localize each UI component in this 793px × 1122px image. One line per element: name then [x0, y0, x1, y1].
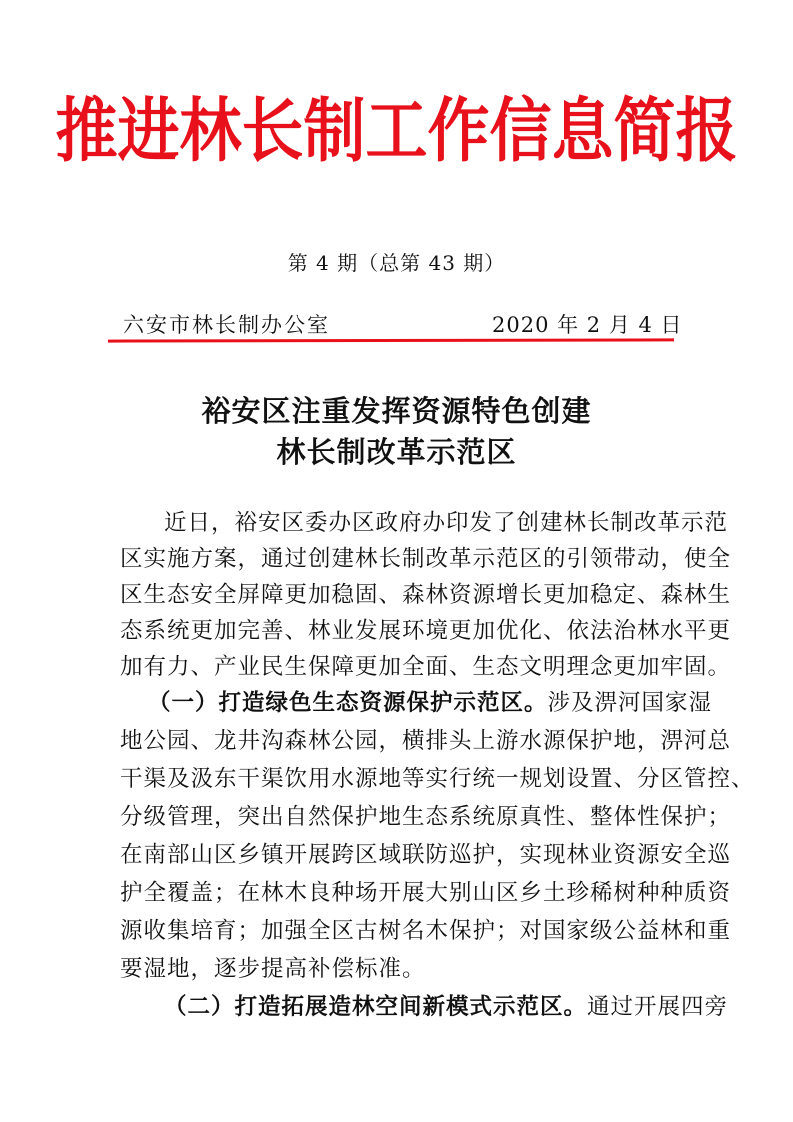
- paragraph-1-line: 区生态安全屏障更加稳固、森林资源增长更加稳定、森林生: [120, 582, 732, 608]
- paragraph-2-first-line: [148, 692, 712, 715]
- paragraph-1-line: 加有力、产业民生保障更加全面、生态文明理念更加牢固。: [120, 654, 732, 680]
- paragraph-2-line: 干渠及汲东干渠饮用水源地等实行统一规划设置、分区管控、: [120, 766, 755, 792]
- section-heading-1: （一）打造绿色生态资源保护示范区。: [148, 690, 548, 716]
- paragraph-3-first-text: 通过开展四旁: [587, 994, 729, 1020]
- article-title-line-1: 裕安区注重发挥资源特色创建: [201, 394, 592, 428]
- issue-date: 2020 年 2 月 4 日: [492, 313, 683, 337]
- paragraph-1-line: 态系统更加完善、林业发展环境更加优化、依法治林水平更: [120, 618, 732, 644]
- paragraph-2-line: 在南部山区乡镇开展跨区域联防巡护，实现林业资源安全巡: [120, 842, 732, 868]
- paragraph-2-line: 分级管理，突出自然保护地生态系统原真性、整体性保护；: [120, 804, 732, 830]
- paragraph-2-line: 护全覆盖；在林木良种场开展大别山区乡土珍稀树种种质资: [120, 880, 732, 906]
- paragraph-2-line: 地公园、龙井沟森林公园，横排头上游水源保护地，淠河总: [120, 728, 732, 754]
- paragraph-2-line: 源收集培育；加强全区古树名木保护；对国家级公益林和重: [120, 918, 732, 944]
- paragraph-3-first-line: [164, 996, 728, 1019]
- paragraph-1-line: 近日，裕安区委办区政府办印发了创建林长制改革示范: [164, 510, 729, 536]
- section-heading-2: （二）打造拓展造林空间新模式示范区。: [164, 994, 588, 1020]
- red-divider-line: [108, 338, 674, 342]
- paragraph-2-first-text: 涉及淠河国家湿: [547, 690, 713, 716]
- paragraph-1-line: 区实施方案，通过创建林长制改革示范区的引领带动，使全: [120, 546, 732, 572]
- issue-number: 第 4 期（总第 43 期）: [287, 251, 506, 275]
- article-title-line-2: 林长制改革示范区: [276, 435, 517, 469]
- paragraph-2-line: 要湿地，逐步提高补偿标准。: [120, 956, 426, 982]
- issuing-office: 六安市林长制办公室: [123, 313, 330, 337]
- masthead-title: 推进林长制工作信息简报: [55, 89, 738, 172]
